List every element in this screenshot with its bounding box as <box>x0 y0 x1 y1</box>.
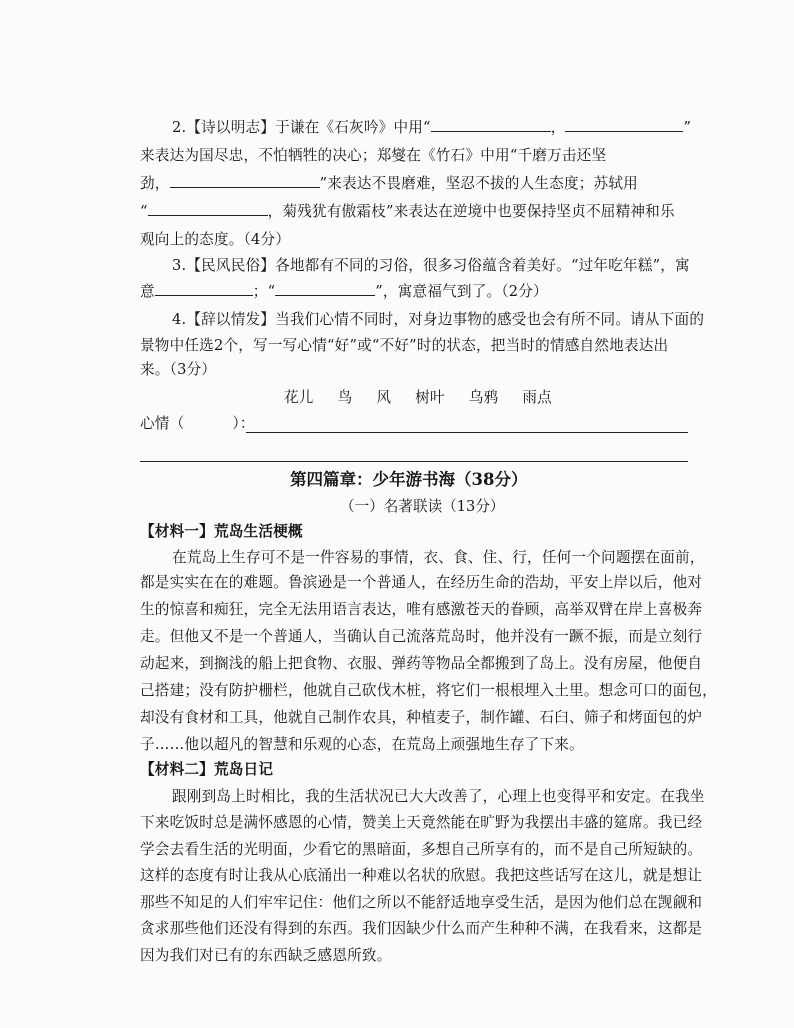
answer-line-2[interactable] <box>140 461 688 462</box>
material1-line: 动起来，到搁浅的船上把食物、衣服、弹药等物品全都搬到了岛上。没有房屋，他便自 <box>140 655 703 672</box>
q2-text-3a: 劲， <box>140 175 170 192</box>
material1-line: 生的惊喜和痴狂，完全无法用语言表达，唯有感激苍天的眷顾，高举双臂在岸上喜极奔 <box>140 601 703 618</box>
section-title: （一）名著联读（13分） <box>340 498 505 515</box>
material2-label: 【材料二】荒岛日记 <box>140 761 274 778</box>
material2-line: 因为我们对已有的东西缺乏感恩所致。 <box>140 947 392 964</box>
scenery-item: 乌鸦 <box>468 389 499 406</box>
q3-blank-2[interactable] <box>275 283 375 296</box>
q3-blank-1[interactable] <box>155 283 253 296</box>
scenery-item: 树叶 <box>415 389 445 406</box>
q3-line-1: 3.【民风民俗】各地都有不同的习俗，很多习俗蕴含着美好。“过年吃年糕”，寓 <box>172 257 690 274</box>
q2-line-5: 观向上的态度。（4分） <box>140 231 291 248</box>
q2-blank-3[interactable] <box>170 175 320 188</box>
material1-line: 在荒岛上生存可不是一件容易的事情，衣、食、住、行，任何一个问题摆在面前， <box>172 549 705 566</box>
chapter-title: 第四篇章：少年游书海（38分） <box>290 470 528 489</box>
material2-line: 这样的态度有时让我从心底涌出一种难以名状的欣慰。我把这些话写在这儿，就是想让 <box>140 867 703 884</box>
mood-label: 心情（ <box>140 415 185 432</box>
q2-line-3 <box>140 172 638 193</box>
material2-line: 下来吃饭时总是满怀感恩的心情，赞美上天竟然能在旷野为我摆出丰盛的筵席。我已经 <box>140 814 703 831</box>
scenery-item: 花儿 <box>284 389 314 406</box>
q3-text-2a: 意 <box>140 283 155 300</box>
q2-text-1a: 2.【诗以明志】于谦在《石灰吟》中用“ <box>172 119 431 136</box>
q3-line-2 <box>140 280 548 301</box>
q2-text-1c: ” <box>683 119 692 136</box>
material1-label: 【材料一】荒岛生活梗概 <box>140 523 303 540</box>
scenery-item: 鸟 <box>337 389 353 406</box>
material1-line: 都是实实在在的难题。鲁滨逊是一个普通人，在经历生命的浩劫，平安上岸以后，他对 <box>140 574 703 591</box>
q2-text-4a: “ <box>140 203 148 220</box>
material2-line: 贪求那些他们还没有得到的东西。我们因缺少什么而产生种种不满，在我看来，这都是 <box>140 920 703 937</box>
q3-text-2c: ”，寓意福气到了。（2分） <box>375 283 548 300</box>
q4-line-1: 4.【辞以情发】当我们心情不同时，对身边事物的感受也会有所不同。请从下面的 <box>172 311 705 328</box>
material1-line: 却没有食材和工具，他就自己制作农具，种植麦子，制作罐、石臼、筛子和烤面包的炉 <box>140 709 703 726</box>
q4-line-2: 景物中任选2个，写一写心情“好”或“不好”时的状态，把当时的情感自然地表达出 <box>140 337 669 354</box>
q3-text-2b: ；“ <box>252 283 276 300</box>
q2-text-3b: ”来表达不畏磨难，坚忍不拔的人生态度；苏轼用 <box>319 175 638 192</box>
material2-line: 学会去看生活的光明面，少看它的黑暗面，多想自己所享有的，而不是自己所短缺的。 <box>140 841 703 858</box>
scenery-item: 雨点 <box>522 389 552 406</box>
q4-mood-line <box>140 412 255 433</box>
q2-text-1b: ， <box>550 119 566 136</box>
q2-blank-2[interactable] <box>565 119 683 132</box>
q2-blank-4[interactable] <box>148 203 268 216</box>
answer-line-1[interactable] <box>246 432 688 433</box>
q4-line-3: 来。（3分） <box>140 361 217 378</box>
material1-line: 己搭建；没有防护栅栏，他就自己砍伐木桩，将它们一根根埋入土里。想念可口的面包， <box>140 682 717 699</box>
material1-line: 走。但他又不是一个普通人，当确认自己流落荒岛时，他并没有一蹶不振，而是立刻行 <box>140 628 703 645</box>
mood-close: ）： <box>232 415 255 432</box>
q2-line-2: 来表达为国尽忠，不怕牺牲的决心；郑燮在《竹石》中用“千磨万击还坚 <box>140 147 607 164</box>
q2-blank-1[interactable] <box>431 119 551 132</box>
material2-line: 跟刚到岛上时相比，我的生活状况已大大改善了，心理上也变得平和安定。在我坐 <box>172 788 705 805</box>
q2-line-1 <box>172 116 691 137</box>
q2-line-4 <box>140 200 675 221</box>
material1-line: 子……他以超凡的智慧和乐观的心态，在荒岛上顽强地生存了下来。 <box>140 736 584 753</box>
q4-scenery-list <box>284 386 576 407</box>
scenery-item: 风 <box>376 389 392 406</box>
material2-line: 那些不知足的人们牢牢记住：他们之所以不能舒适地享受生活，是因为他们总在觊觎和 <box>140 894 703 911</box>
q2-text-4b: ，菊残犹有傲霜枝”来表达在逆境中也要保持坚贞不屈精神和乐 <box>267 203 675 220</box>
